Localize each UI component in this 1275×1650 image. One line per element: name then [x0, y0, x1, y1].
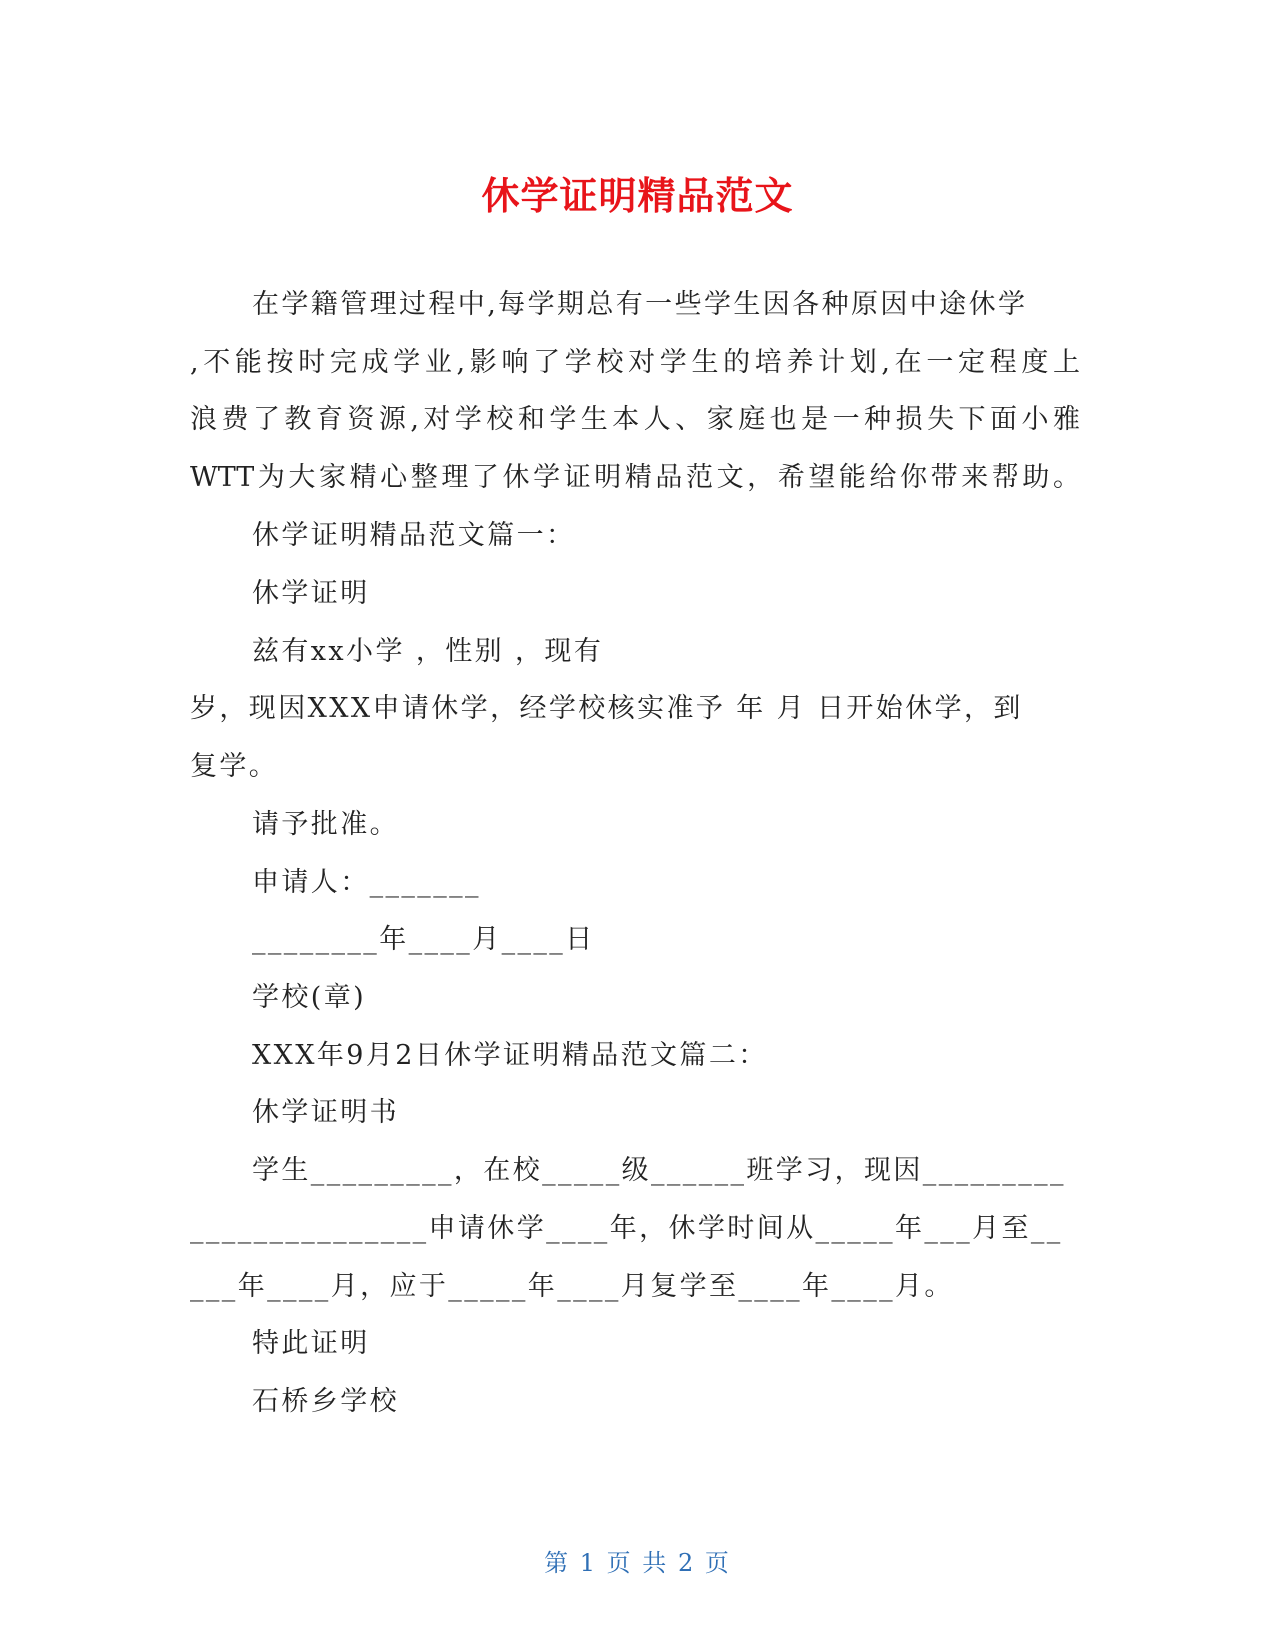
- paragraph-line: _______________申请休学____年，休学时间从_____年___月至__: [190, 1213, 1063, 1244]
- paragraph-line: 特此证明: [252, 1328, 370, 1359]
- certificate-heading: 休学证明: [252, 578, 370, 609]
- paragraph-line: 请予批准。: [252, 809, 399, 840]
- school-seal-line: 学校(章): [252, 982, 367, 1013]
- paragraph-line: 岁，现因XXX申请休学，经学校核实准予 年 月 日开始休学，到: [190, 693, 1023, 724]
- certificate-heading: 休学证明书: [252, 1097, 399, 1128]
- paragraph-line: 浪费了教育资源,对学校和学生本人、家庭也是一种损失下面小雅: [190, 404, 1080, 435]
- document-title: 休学证明精品范文: [481, 174, 794, 218]
- paragraph-line: 在学籍管理过程中,每学期总有一些学生因各种原因中途休学: [252, 289, 1028, 320]
- page-footer: 第 1 页 共 2 页: [544, 1549, 731, 1577]
- school-name: 石桥乡学校: [252, 1386, 399, 1417]
- paragraph-line: 学生_________，在校_____级______班学习，现因_________: [252, 1155, 1066, 1186]
- paragraph-line: 兹有xx小学 ，性别 ，现有: [252, 636, 604, 667]
- applicant-line: 申请人：_______: [252, 867, 481, 898]
- paragraph-line: ___年____月，应于_____年____月复学至____年____月。: [190, 1271, 954, 1302]
- section-heading: XXX年9月2日休学证明精品范文篇二：: [252, 1040, 768, 1071]
- paragraph-line: WTT为大家精心整理了休学证明精品范文，希望能给你带来帮助。: [190, 462, 1080, 493]
- paragraph-line: 复学。: [190, 751, 279, 782]
- section-heading: 休学证明精品范文篇一：: [252, 520, 576, 551]
- date-line: ________年____月____日: [252, 924, 595, 955]
- paragraph-line: ,不能按时完成学业,影响了学校对学生的培养计划,在一定程度上: [190, 347, 1080, 378]
